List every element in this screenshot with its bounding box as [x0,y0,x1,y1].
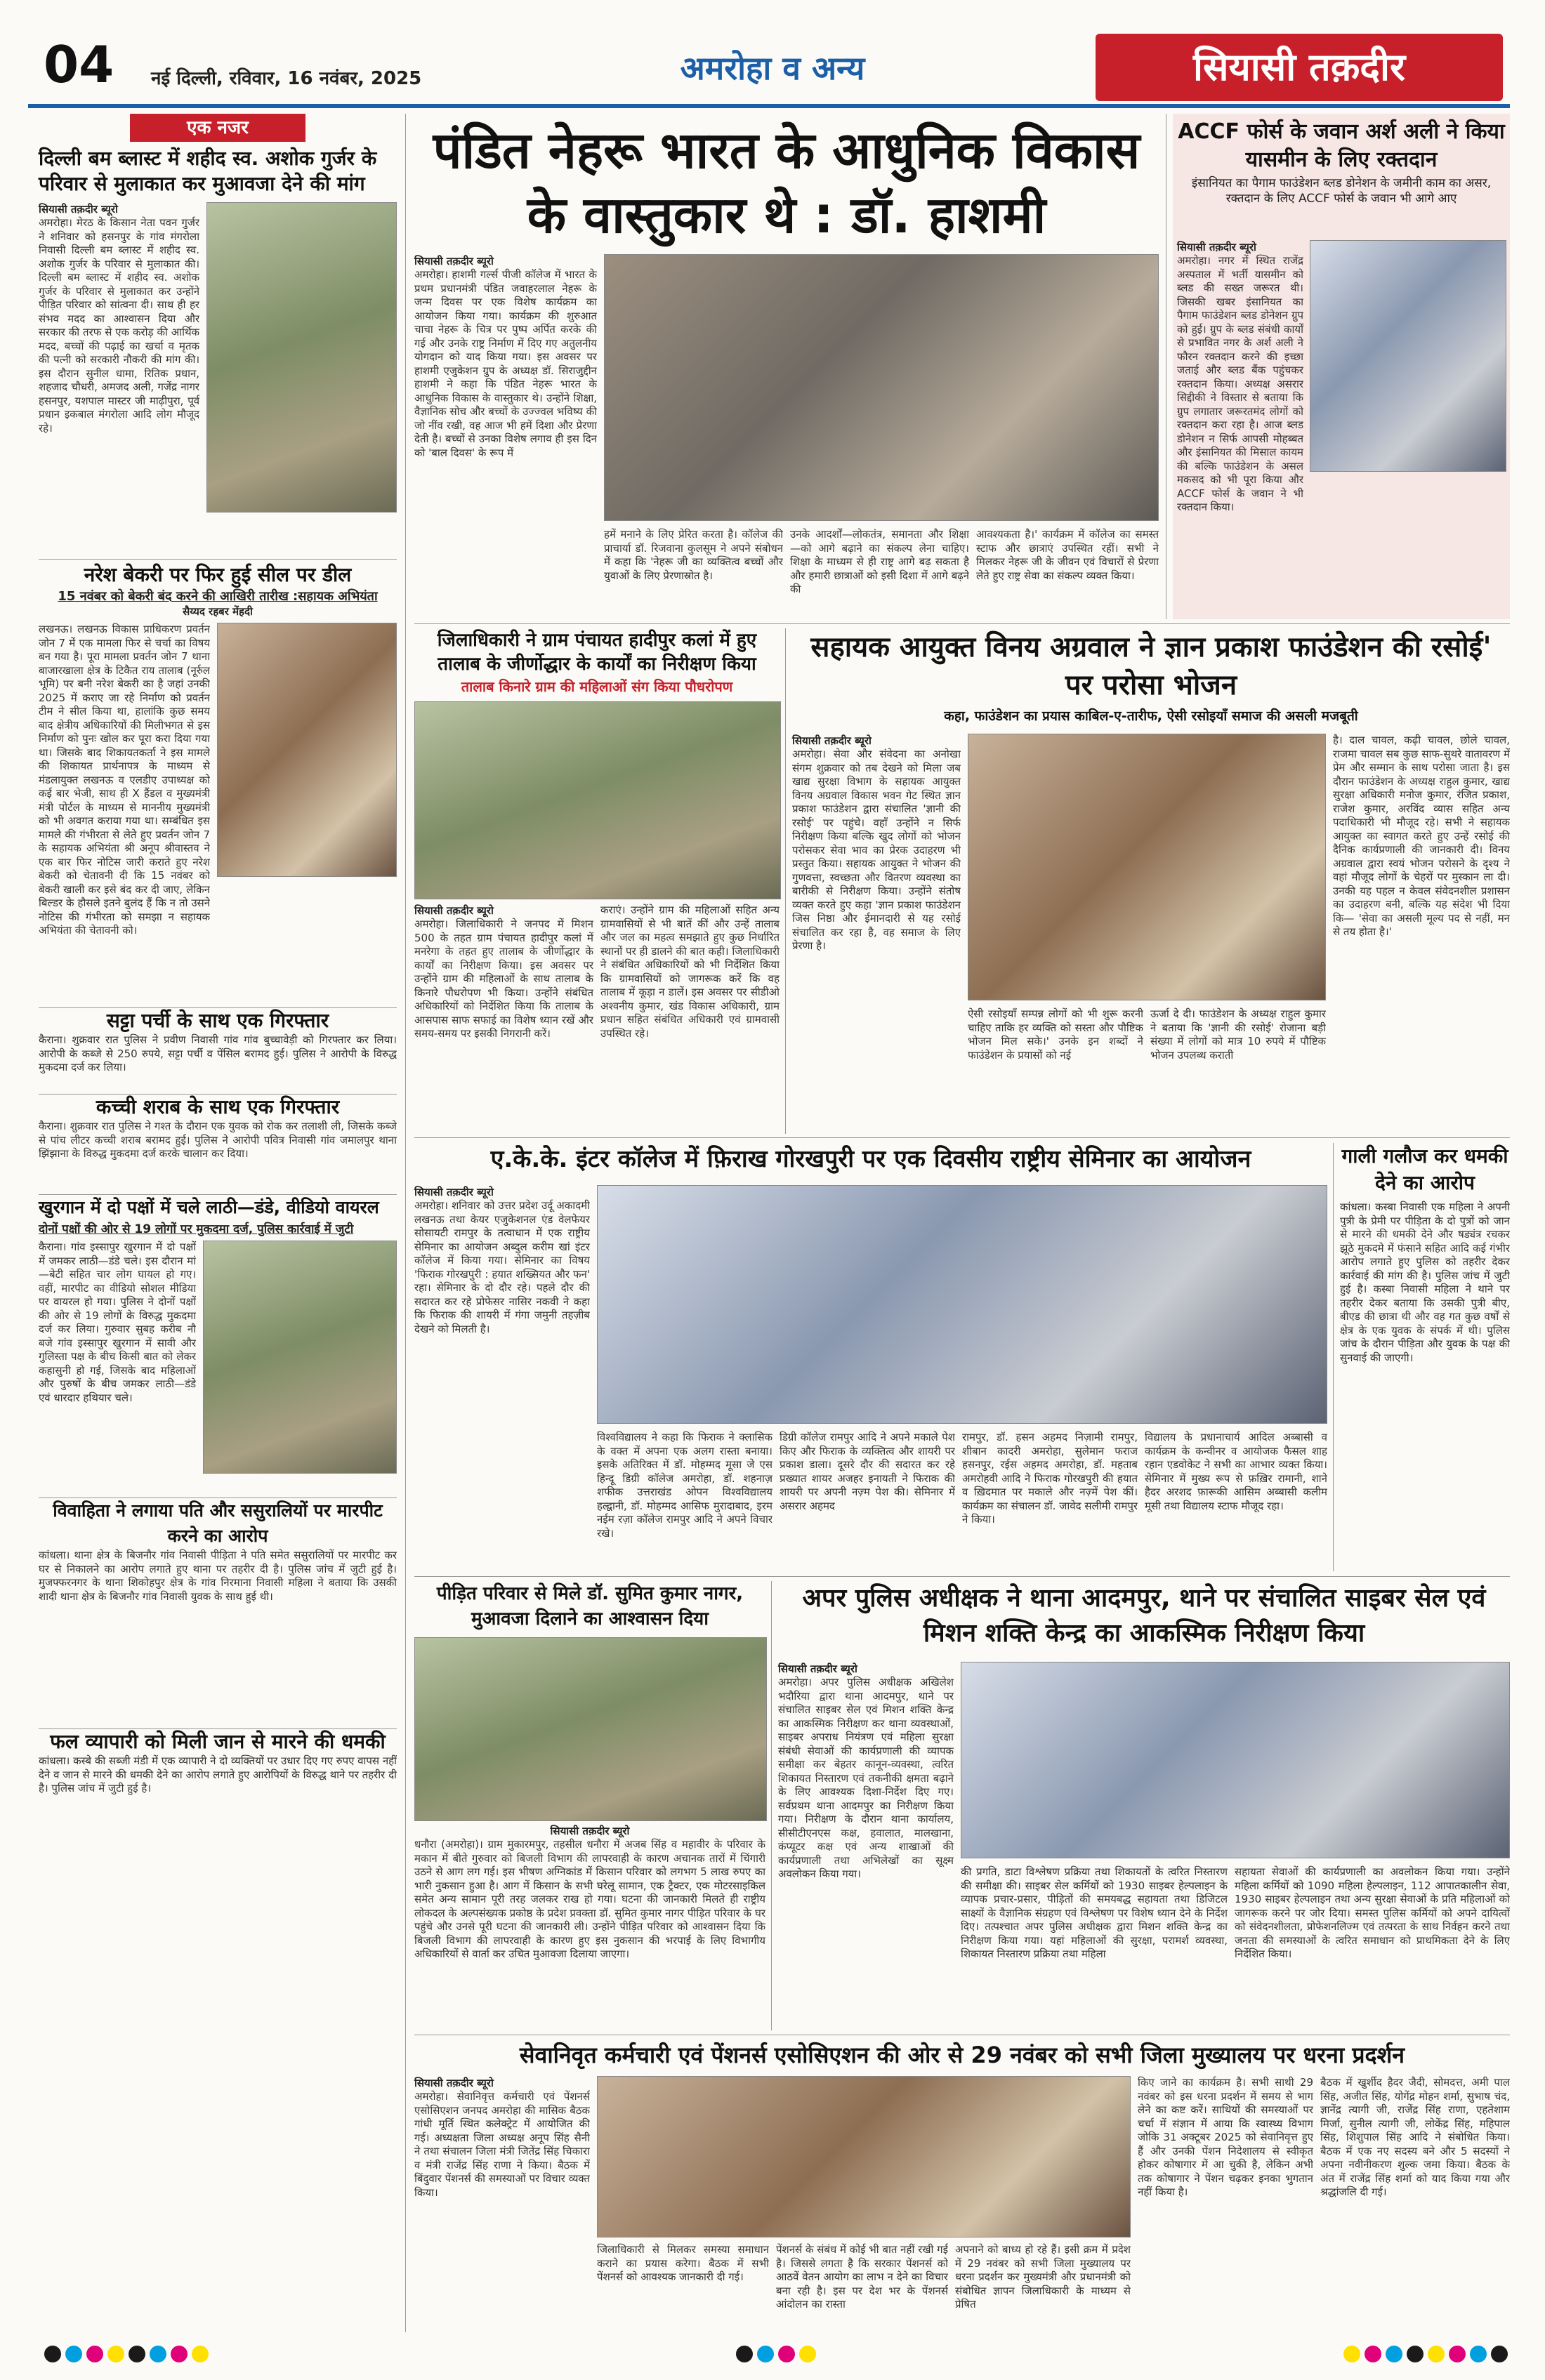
sidebar-story-3 [39,1008,397,1090]
sidebar-story-body: कांधला। कस्बे की सब्जी मंडी में एक व्यापारी ने दो व्यक्तियों पर उधार दिए गए रुपए वापस नहीं देने व जान से मारने की धमकी देने का आरोप लगाते हुए आरोपियों के विरुद्ध थाने पर तहरीर दी है। पुलिस जांच में जुटी हुई है। [39,1754,397,1794]
pension-body-col1: अमरोहा। सेवानिवृत्त कर्मचारी एवं पेंशनर्स एसोसिएशन जनपद अमरोहा की मासिक बैठक गांधी मूर्ति स्थित कलेक्ट्रेट में आयोजित की गई। अध्यक्षता जिला अध्यक्ष अनूप सिंह सैनी ने तथा संचालन जिला मंत्री जितेंद्र सिंह चिकारा व मंत्री राजेंद्र सिंह राणा ने किया। बैठक में बिंदुवार पेंशनर्स की समस्याओं पर विचार व्यक्त किया। [414,2090,590,2199]
issue-date: नई दिल्ली, रविवार, 16 नवंबर, 2025 [151,68,422,89]
pension-body-col4: अपनाने को बाध्य हो रहे हैं। इसी क्रम में प्रदेश में 29 नवंबर को सभी जिला मुख्यालय पर धरना प्रदर्शन कर मुख्यमंत्री और प्रधानमंत्री को संबोधित ज्ञापन जिलाधिकारी के माध्यम से प्रेषित [955,2243,1131,2310]
sidebar-story-4 [39,1095,397,1190]
dm-story [414,628,780,1134]
sidebar-story-6 [39,1498,397,1724]
sidebar-story-headline: दिल्ली बम ब्लास्ट में शहीद स्व. अशोक गुर्जर के परिवार से मुलाकात कर मुआवजा देने की मांग [39,147,377,195]
akk-body-col1: अमरोहा। शनिवार को उत्तर प्रदेश उर्दू अकादमी लखनऊ तथा केयर एजुकेशनल एंड वेलफेयर सोसायटी रामपुर के तत्वाधान में एक राष्ट्रीय सेमिनार का आयोजन अब्दुल करीम खां इंटर कॉलेज में किया गया। सेमिनार का विषय 'फिराक गोरखपुरी : हयात शख्सियत और फन' रहा। सेमिनार के दो दौर रहे। पहले दौर की सदारत कर रहे प्रोफेसर नासिर नकवी ने कहा कि फिराक की शायरी में गंगा जमुनी तहज़ीब देखने को मिलती है। [414,1199,590,1335]
sidebar-story-headline: सट्टा पर्ची के साथ एक गिरफ्तार [106,1009,329,1032]
sidebar-story-body: कैराना। शुक्रवार रात पुलिस ने प्रवीण निवासी गांव गांव बुच्चावेड़ी को गिरफ्तार कर लिया। आरोपी के कब्जे से 250 रुपये, सट्टा पर्ची व पेंसिल बरामद हुई। पुलिस ने आरोपी के विरुद्ध मुकदमा दर्ज कर लिया। [39,1033,397,1073]
sidebar-story-1 [39,146,397,553]
akk-body-col3: डिग्री कॉलेज रामपुर आदि ने अपने मकाले पेश किए और फिराक के व्यक्तित्व और शायरी पर प्रकाश डाला। दूसरे दौर की सदारत कर रहे प्रख्यात शायर अजहर इनायती ने फिराक की शायरी पर अपनी नज़्म पेश की। सेमिनार में असरार अहमद [780,1431,955,1512]
sidebar-story-subhead: दोनों पक्षों की ओर से 19 लोगों पर मुकदमा दर्ज, पुलिस कार्रवाई में जुटी [39,1222,354,1236]
galigalauj-body: कांधला। कस्बा निवासी एक महिला ने अपनी पुत्री के प्रेमी पर पीड़िता के दो पुत्रों को जान से मारने की धमकी देने और षड्यंत्र रचकर झूठे मुकदमे में फंसाने सहित आदि कई गंभीर आरोप लगाते हुए पुलिस को तहरीर देकर कार्रवाई की मांग की है। पुलिस जांच में जुटी हुई है। कस्बा निवासी महिला ने थाने पर तहरीर देकर बताया कि उसकी पुत्री बीए, बीएड की छात्रा थी और वह गत कुछ वर्षों से क्षेत्र के एक युवक के संपर्क में थी। पुलिस जांच के दौरान पीड़िता और युवक के पक्ष की सुनवाई की जाएगी। [1340,1201,1510,1364]
police-story [778,1581,1510,2030]
byline: सियासी तक़दीर ब्यूरो [550,1825,630,1837]
pension-body-col3: पेंशनर्स के संबंध में कोई भी बात नहीं रखी गई है। जिससे लगता है कि सरकार पेंशनर्स को आठवें वेतन आयोग का लाभ न देने का विचार बना रही है। इस पर देश भर के पेंशनर्स आंदोलन का रास्ता [776,2243,948,2310]
section-title: अमरोहा व अन्य [680,49,865,87]
dm-subhead: तालाब किनारे ग्राम की महिलाओं संग किया पौधरोपण [461,678,733,695]
sidebar-story-body: कैराना। शुक्रवार रात पुलिस ने गश्त के दौरान एक युवक को रोक कर तलाशी ली, जिसके कब्जे से पांच लीटर कच्ची शराब बरामद हुई। पुलिस ने आरोपी पवित्र निवासी गांव जमालपुर थाना झिंझाना के विरुद्ध मुकदमा दर्ज करके चालान कर दिया। [39,1120,397,1160]
vinay-photo [968,734,1326,1000]
vinay-body-col2: ऐसी रसोइयाँ सम्पन्न लोगों को भी शुरू करनी चाहिए ताकि हर व्यक्ति को सस्ता और पौष्टिक भोजन मिल सके।' उनके इन शब्दों ने फाउंडेशन के प्रयासों को नई [968,1007,1143,1062]
pension-body-col6: बैठक में खुर्शीद हैदर जैदी, सोमदत्त, अमी पाल सिंह, अजीत सिंह, योगेंद्र मोहन शर्मा, सुभाष चंद, ज्ञानेंद्र त्यागी जी, राजेंद्र सिंह राणा, एहतेशाम मिर्जा, सुनील त्यागी जी, लोकेंद्र सिंह, महिपाल सिंह, शिशुपाल सिंह आदि ने संबोधित किया। बैठक में एक नए सदस्य बने और 5 सदस्यों ने अपना नवीनीकरण शुल्क जमा किया। बैठक के अंत में राजेंद्र सिंह शर्मा को याद किया गया और श्रद्धांजलि दी गई। [1320,2076,1510,2198]
color-dots-center [734,2346,818,2365]
akk-headline: ए.के.के. इंटर कॉलेज में फ़िराख गोरखपुरी पर एक दिवसीय राष्ट्रीय सेमिनार का आयोजन [490,1145,1251,1173]
byline: सियासी तक़दीर ब्यूरो [1177,241,1256,253]
byline: सियासी तक़दीर ब्यूरो [39,203,118,216]
dm-body-col1: अमरोहा। जिलाधिकारी ने जनपद में मिशन 500 के तहत ग्राम पंचायत हादीपुर कलां में मनरेगा के तहत हुए तालाब के जीर्णोद्धार के कार्यों का निरीक्षण किया। इस अवसर पर उन्होंने ग्राम की महिलाओं के साथ तालाब के किनारे पौधरोपण भी किया। उन्होंने संबंधित अधिकारियों को निर्देशित किया कि तालाब के आसपास साफ सफाई का विशेष ध्यान रखें और समय-समय पर इसकी निगरानी करें। [414,918,593,1040]
vinay-story [792,628,1510,1134]
sidebar [39,114,397,2332]
byline: सियासी तक़दीर ब्यूरो [414,255,494,267]
color-dots-left [42,2346,211,2365]
police-headline: अपर पुलिस अधीक्षक ने थाना आदमपुर, थाने पर संचालित साइबर सेल एवं मिशन शक्ति केन्द्र का आकस्मिक निरीक्षण किया [802,1584,1486,1648]
dm-body-col2: कराएं। उन्होंने ग्राम की महिलाओं सहित अन्य ग्रामवासियों से भी बातें कीं और उन्हें तालाब और जल का महत्व समझाते हुए कुछ निर्धारित स्थानों पर ही डालने की बात कही। जिलाधिकारी ने संबंधित अधिकारियों को भी निर्देशित किया कि ग्रामवासियों को जागरूक करें कि वह तालाब में कूड़ा न डालें। इस अवसर पर सीडीओ अश्वनीय कुमार, खंड विकास अधिकारी, ग्राम प्रधान सहित संबंधित अधिकारी एवं ग्रामवासी उपस्थित रहे। [600,904,780,1040]
sidebar-story-headline: कच्ची शराब के साथ एक गिरफ्तार [96,1095,340,1118]
accf-story [1173,114,1510,619]
sidebar-story-headline: फल व्यापारी को मिली जान से मारने की धमकी [50,1730,386,1753]
sidebar-story-7 [39,1729,397,1881]
galigalauj-headline: गाली गलौज कर धमकी देने का आरोप [1341,1144,1508,1194]
story-photo [217,623,397,877]
sidebar-story-body: कांधला। थाना क्षेत्र के बिजनौर गांव निवासी पीड़िता ने पति समेत ससुरालियों पर मारपीट कर घर से निकालने का आरोप लगाते हुए थाना पर तहरीर दी है। पुलिस जांच में जुटी हुई है। मुजफ्फरनगर के थाना शिकोहपुर क्षेत्र के गांव निरमाना निवासी महिला ने बताया कि उसकी शादी थाना क्षेत्र के बिजनौर गांव निवासी युवक के साथ हुई थी। [39,1549,397,1603]
lead-body-col3: उनके आदर्शों—लोकतंत्र, समानता और शिक्षा—को आगे बढ़ाने का संकल्प लेना चाहिए। शिक्षा के माध्यम से ही राष्ट्र आगे बढ़ सकता है और हमारी छात्राओं को इसी दिशा में आगे बढ़ने की [790,528,969,595]
byline: सियासी तक़दीर ब्यूरो [414,904,494,917]
byline: सियासी तक़दीर ब्यूरो [792,734,872,747]
lead-body-col2: हमें मनाने के लिए प्रेरित करता है। कॉलेज की प्राचार्या डॉ. रिजवाना कुलसूम ने अपने संबोधन में कहा कि 'नेहरू जी का व्यक्तित्व बच्चों और युवाओं के लिए प्रेरणास्रोत है। [604,528,783,582]
byline: सियासी तक़दीर ब्यूरो [414,1186,494,1198]
byline: सियासी तक़दीर ब्यूरो [778,1662,857,1675]
lead-body-col4: आवश्यकता है।' कार्यक्रम में कॉलेज का समस्त स्टाफ और छात्राएं उपस्थित रहीं। सभी ने मिलकर नेहरू जी के जीवन एवं विचारों से प्रेरणा लेते हुए राष्ट्र सेवा का संकल्प व्यक्त किया। [976,528,1159,582]
accf-headline: ACCF फोर्स के जवान अर्श अली ने किया यासमीन के लिए रक्तदान [1178,119,1505,172]
sidebar-story-body: लखनऊ। लखनऊ विकास प्राधिकरण प्रवर्तन जोन 7 में एक मामला फिर से चर्चा का विषय बन गया है। पूरा मामला प्रवर्तन जोन 7 थाना बाजारखाला क्षेत्र के टिकैत राय तालाब (नूर्रुल भूमि) पर बनी नरेश बेकरी का है जहां उनकी 2025 में कराए जा रहे निर्माण को प्रवर्तन टीम ने सील किया था, हालांकि कुछ समय बाद क्षेत्रीय अधिकारियों की मिलीभगत से इस निर्माण को पुनः खोल कर पूरा करा दिया गया था। जिसके बाद शिकायतकर्ता ने इस मामले की शिकायत प्रार्थनापत्र के माध्यम से मंडलायुक्त लखनऊ व एलडीए उपाध्यक्ष को कई बार भेजी, साथ ही X हैंडल व मुख्यमंत्री मंत्री पोर्टल के माध्यम से माननीय मुख्यमंत्री को भी अवगत कराया गया था। सम्बंधित इस मामले की गंभीरता से लेते हुए प्रवर्तन जोन 7 के सहायक अभियंता श्री अनूप श्रीवास्तव ने एक बार फिर नोटिस जारी कराते हुए नरेश बेकरी को चेतावनी दी कि 15 नवंबर को बेकरी खाली कर इसे बंद कर दी जाए, लेकिन बिल्डर के हौसले इतने बुलंद हैं कि न तो उसने नोटिस की गंभीरता को समझा न सहायक अभियंता की चेतावनी को। [39,623,211,937]
sumit-photo [414,1637,767,1821]
sidebar-story-headline: विवाहिता ने लगाया पति और ससुरालियों पर मारपीट करने का आरोप [53,1500,383,1546]
sidebar-story-body: कैराना। गांव इस्सापुर खुरगान में दो पक्षों में जमकर लाठी—डंडे चले। इस दौरान मां—बेटी सहित चार लोग घायल हो गए। वहीं, मारपीट का वीडियो सोशल मीडिया पर वायरल हो गया। पुलिस ने दोनों पक्षों की ओर से 19 लोगों के विरुद्ध मुकदमा दर्ज कर लिया। गुरुवार सुबह करीब नौ बजे गांव इस्सापुर खुरगान में सावी और गुलिस्ता पक्ष के बीच किसी बात को लेकर कहासुनी हो गई, जिसके बाद महिलाओं और पुरुषों के बीच जमकर लाठी—डंडे एवं धारदार हथियार चले। [39,1241,197,1404]
sidebar-story-headline: नरेश बेकरी पर फिर हुई सील पर डील [84,563,352,586]
accf-photo [1310,240,1506,472]
sidebar-label: एक नजर [130,114,305,142]
story-photo [206,202,397,513]
lead-body-col1: अमरोहा। हाशमी गर्ल्स पीजी कॉलेज में भारत के प्रथम प्रधानमंत्री पंडित जवाहरलाल नेहरू के जन्म दिवस पर एक विशेष कार्यक्रम का आयोजन किया गया। कार्यक्रम की शुरुआत चाचा नेहरू के चित्र पर पुष्प अर्पित करके की गई और उनके राष्ट्र निर्माण में दिए गए अतुलनीय योगदान को याद किया गया। इस अवसर पर हाशमी एजुकेशन ग्रुप के अध्यक्ष डॉ. सिराजुद्दीन हाशमी ने कहा कि पंडित नेहरू भारत के आधुनिक विकास के वास्तुकार थे। उन्होंने शिक्षा, वैज्ञानिक सोच और बच्चों के उज्ज्वल भविष्य की जो नींव रखी, वह आज भी हमें दिशा और प्रेरणा देती है। बच्चों से उनका विशेष लगाव ही इस दिन को 'बाल दिवस' के रूप में [414,268,597,459]
vinay-body-col4: है। दाल चावल, कढ़ी चावल, छोले चावल, राजमा चावल सब कुछ साफ-सुथरे वातावरण में प्रेम और सम्मान के साथ परोसा जाता है। इस दौरान फाउंडेशन के अध्यक्ष राहुल कुमार, खाद्य सुरक्षा अधिकारी मनोज कुमार, रंजित प्रकाश, राजेश कुमार, अरविंद व्यास सहित अन्य पदाधिकारी भी मौजूद रहे। सभी ने सहायक आयुक्त का स्वागत करते हुए उन्हें रसोई की दैनिक कार्यप्रणाली की जानकारी दी। विनय अग्रवाल द्वारा स्वयं भोजन परोसने के दृश्य ने वहां मौजूद लोगों के चेहरों पर मुस्कान ला दी। उनकी यह पहल न केवल संवेदनशील प्रशासन का उदाहरण बनी, बल्कि यह संदेश भी दिया कि— 'सेवा का असली मूल्य पद से नहीं, मन से तय होता है।' [1333,734,1510,938]
pension-photo [597,2076,1131,2237]
pension-body-col5: किए जाने का कार्यक्रम है। सभी साथी 29 नवंबर को इस धरना प्रदर्शन में समय से भाग लेने का कष्ट करें। साथियों की समस्याओं पर चर्चा में संज्ञान में आया कि स्वास्थ्य विभाग जोकि 31 अक्टूबर 2025 को सेवानिवृत्त हुए हैं और उनकी पेंशन निदेशालय से स्वीकृत होकर कोषागार में आ चुकी है, लेकिन अभी तक कोषागार ने पेंशन चढ़कर इनका भुगतान नहीं किया है। [1138,2076,1313,2198]
sidebar-story-2 [39,562,397,1002]
vinay-body-col3: ऊर्जा दे दी। फाउंडेशन के अध्यक्ष राहुल कुमार ने बताया कि 'ज्ञानी की रसोई' रोजाना बड़ी संख्या में लोगों को मात्र 10 रुपये में पौष्टिक भोजन उपलब्ध कराती [1150,1007,1326,1062]
sumit-story [414,1581,765,2030]
pension-headline: सेवानिवृत कर्मचारी एवं पेंशनर्स एसोसिएशन की ओर से 29 नवंबर को सभी जिला मुख्यालय पर धरना प्रदर्शन [519,2042,1405,2068]
color-dots-right [1341,2346,1510,2365]
sidebar-story-body: अमरोहा। मेरठ के किसान नेता पवन गुर्जर ने शनिवार को हसनपुर के गांव मंगरोला निवासी दिल्ली बम ब्लास्ट में शहीद स्व. अशोक गुर्जर के परिवार से मुलाकात की। दिल्ली बम ब्लास्ट में शहीद स्व. अशोक गुर्जर के परिवार से मुलाकात कर उन्होंने पीड़ित परिवार को सांत्वना दी। साथ ही हर संभव मदद का आश्वासन दिया और सरकार की तरफ से एक करोड़ की आर्थिक मदद, बच्चों की पढ़ाई का खर्चा व मृतक की पत्नी को सरकारी नौकरी की मांग की। इस दौरान सुनील धामा, रितिक प्रधान, शहजाद चौधरी, अमजद अली, गजेंद्र नागर हसनपुर, यशपाल मास्टर जी माढ़ीपुरा, पूर्व प्रधान इकबाल मंगरोला आदि लोग मौजूद रहे। [39,216,200,435]
sumit-body: धनौरा (अमरोहा)। ग्राम मुकारमपुर, तहसील धनौरा में अजब सिंह व महावीर के परिवार के मकान में बीते गुरुवार को बिजली विभाग की लापरवाही के कारण अचानक तारों में चिंगारी उठने से आग लग गई। इस भीषण अग्निकांड में किसान परिवार को लगभग 5 लाख रुपए का भारी नुकसान हुआ है। आग में किसान के सभी घरेलू सामान, एक ट्रैक्टर, एक मोटरसाइकिल समेत अन्य सामान पूरी तरह जलकर राख हो गया। घटना की जानकारी मिलते ही राष्ट्रीय लोकदल के अल्पसंख्यक प्रकोष्ठ के प्रदेश प्रवक्ता डॉ. सुमित कुमार नागर पीड़ित परिवार के घर पहुंचे और उनसे पूरी घटना की जानकारी ली। उन्होंने पीड़ित परिवार को आश्वासन दिया कि बिजली विभाग की लापरवाही के कारण हुए इस नुकसान की भरपाई के लिए विभागीय अधिकारियों से वार्ता कर उचित मुआवजा दिलाया जाएगा। [414,1838,765,1960]
header-rule [28,104,1510,108]
byline: सैय्यद रहबर मेंहदी [183,605,253,618]
story-photo [203,1241,397,1474]
dm-photo [414,701,781,899]
sumit-headline: पीड़ित परिवार से मिले डॉ. सुमित कुमार नागर, मुआवजा दिलाने का आश्वासन दिया [436,1583,744,1629]
vinay-headline: सहायक आयुक्त विनय अग्रवाल ने ज्ञान प्रकाश फाउंडेशन की रसोई' पर परोसा भोजन [810,631,1492,701]
police-body-col1: अमरोहा। अपर पुलिस अधीक्षक अखिलेश भदौरिया द्वारा थाना आदमपुर, थाने पर संचालित साइबर सेल एवं मिशन शक्ति केन्द्र का आकस्मिक निरीक्षण कर थाना व्यवस्थाओं, साइबर अपराध नियंत्रण एवं महिला सुरक्षा संबंधी सेवाओं की कार्यप्रणाली की व्यापक समीक्षा कर बेहतर कानून-व्यवस्था, त्वरित शिकायत निस्तारण एवं तकनीकी क्षमता बढ़ाने के लिए आवश्यक दिशा-निर्देश दिए गए। सर्वप्रथम थाना आदमपुर का निरीक्षण किया गया। निरीक्षण के दौरान थाना कार्यालय, सीसीटीएनएस कक्ष, हवालात, मालखाना, कंप्यूटर कक्ष एवं अन्य शाखाओं की कार्यप्रणाली तथा अभिलेखों का सूक्ष्म अवलोकन किया गया। [778,1676,954,1880]
akk-story [414,1143,1327,1641]
pension-body-col2: जिलाधिकारी से मिलकर समस्या समाधान कराने का प्रयास करेगा। बैठक में सभी पेंशनर्स को आवश्यक जानकारी दी गई। [597,2243,769,2283]
police-body-col3: सहायता सेवाओं की कार्यप्रणाली का अवलोकन किया गया। उन्होंने महिला कर्मियों को 1090 महिला हेल्पलाइन, 112 आपातकालीन सेवा, 1930 साइबर हेल्पलाइन तथा अन्य सुरक्षा सेवाओं के प्रति महिलाओं को जागरूक करने पर जोर दिया। समस्त पुलिस कर्मियों को अपने दायित्वों को संवेदनशीलता, प्रोफेशनलिज्म एवं तत्परता के साथ निर्वहन करने तथा जनता की समस्याओं के त्वरित समाधान को प्राथमिकता देने के लिए निर्देशित किया। [1235,1865,1510,1960]
vinay-subhead: कहा, फाउंडेशन का प्रयास काबिल-ए-तारीफ, ऐसी रसोइयाँ समाज की असली मजबूती [944,708,1358,724]
masthead: सियासी तक़दीर [1096,34,1503,101]
galigalauj-story [1340,1143,1510,1571]
page-number: 04 [44,35,114,94]
akk-body-col4: रामपुर, डॉ. हसन अहमद निज़ामी रामपुर, शीबान कादरी अमरोहा, सुलेमान फराज हसनपुर, रईस अहमद अमरोहा, डॉ. महताब अमरोहवी आदि ने फिराक गोरखपुरी की हयात व ख़िदमात पर मकाले और नज़्में पेश कीं। कार्यक्रम का संचालन डॉ. जावेद सलीमी रामपुर ने किया। [962,1431,1138,1526]
accf-subhead: इंसानियत का पैगाम फाउंडेशन ब्लड डोनेशन के जमीनी काम का असर, रक्तदान के लिए ACCF फोर्स के जवान भी आगे आए [1191,176,1492,206]
akk-photo [597,1185,1327,1424]
lead-story [414,114,1159,619]
pension-story [414,2039,1510,2331]
lead-photo [604,254,1159,521]
akk-body-col5: विद्यालय के प्रधानाचार्य आदिल अब्बासी व कार्यक्रम के कन्वीनर व आयोजक फैसल शाह रहान एडवोकेट ने सभी का आभार व्यक्त किया। सेमिनार में मुख्य रूप से फ़ख़िर रामानी, शाने हैदर अरशद फ़ारूकी आसिम अब्बासी कलीम मूसी तथा विद्यालय स्टाफ मौजूद रहा। [1145,1431,1327,1512]
police-photo [961,1662,1510,1858]
vinay-body-col1: अमरोहा। सेवा और संवेदना का अनोखा संगम शुक्रवार को तब देखने को मिला जब खाद्य सुरक्षा विभाग के सहायक आयुक्त विनय अग्रवाल विकास भवन गेट स्थित ज्ञान प्रकाश फाउंडेशन द्वारा संचालित 'ज्ञानी की रसोई' पर पहुंचे। वहाँ उन्होंने न सिर्फ निरीक्षण किया बल्कि खुद लोगों को भोजन परोसकर सेवा भाव का प्रेरक उदाहरण भी प्रस्तुत किया। सहायक आयुक्त ने भोजन की गुणवत्ता, स्वच्छता और वितरण व्यवस्था का बारीकी से निरीक्षण किया। उन्होंने संतोष व्यक्त करते हुए कहा 'ज्ञान प्रकाश फाउंडेशन जिस निष्ठा और ईमानदारी से यह रसोई संचालित कर रहा है, वह समाज के लिए प्रेरणा है। [792,748,961,952]
byline: सियासी तक़दीर ब्यूरो [414,2077,494,2089]
police-body-col2: की प्रगति, डाटा विश्लेषण प्रक्रिया तथा शिकायतों के त्वरित निस्तारण की समीक्षा की। साइबर सेल कर्मियों को 1930 साइबर हेल्पलाइन के व्यापक प्रचार-प्रसार, पीड़ितों की समयबद्ध सहायता तथा डिजिटल साक्ष्यों के वैज्ञानिक संग्रहण एवं विश्लेषण पर विशेष ध्यान देने के निर्देश दिए। तत्पश्चात अपर पुलिस अधीक्षक द्वारा मिशन शक्ति केन्द्र का निरीक्षण किया गया। यहां महिलाओं की सुरक्षा, परामर्श व्यवस्था, शिकायत निस्तारण प्रक्रिया तथा महिला [961,1865,1228,1960]
sidebar-story-subhead: 15 नवंबर को बेकरी बंद करने की आखिरी तारीख :सहायक अभियंता [58,589,378,604]
dm-headline: जिलाधिकारी ने ग्राम पंचायत हादीपुर कलां में हुए तालाब के जीर्णोद्धार के कार्यों का निरीक्षण किया [437,630,757,675]
akk-body-col2: विश्वविद्यालय ने कहा कि फिराक ने क्लासिक के वक्त में अपना एक अलग रास्ता बनाया। इसके अतिरिक्त में डॉ. मोहम्मद मूसा जे एस हिन्दू डिग्री कॉलेज अमरोहा, डॉ. शहनाज़ शफीक उत्तराखंड ओपन विश्वविद्यालय हल्द्वानी, डॉ. मोहम्मद आसिफ मुरादाबाद, इरम नईम रज़ा कॉलेज रामपुर आदि ने अपने विचार रखे। [597,1431,772,1540]
lead-headline: पंडित नेहरू भारत के आधुनिक विकास के वास्तुकार थे : डॉ. हाशमी [433,121,1140,244]
color-registration-strip [42,2341,1510,2369]
accf-body: अमरोहा। नगर में स्थित राजेंद्र अस्पताल में भर्ती यासमीन को ब्लड की सख्त जरूरत थी। जिसकी खबर इंसानियत का पैगाम फाउंडेशन ब्लड डोनेशन ग्रुप को हुई। ग्रुप के ब्लड संबंधी कार्यों से प्रभावित नगर के अर्श अली ने फौरन रक्तदान करने की इच्छा जताई और ब्लड बैंक पहुंचकर रक्तदान किया। अध्यक्ष असरार सिद्दीकी ने विस्तार से बताया कि ग्रुप लगातार जरूरतमंद लोगों को रक्तदान करा रहा है। आज ब्लड डोनेशन न सिर्फ आपसी मोहब्बत और इंसानियत की मिसाल कायम की बल्कि फाउंडेशन के असल मकसद को भी पूरा किया और ACCF फोर्स के जवान ने भी रक्तदान किया। [1177,254,1303,513]
sidebar-story-5 [39,1195,397,1493]
sidebar-story-headline: खुरगान में दो पक्षों में चले लाठी—डंडे, वीडियो वायरल [39,1197,379,1217]
